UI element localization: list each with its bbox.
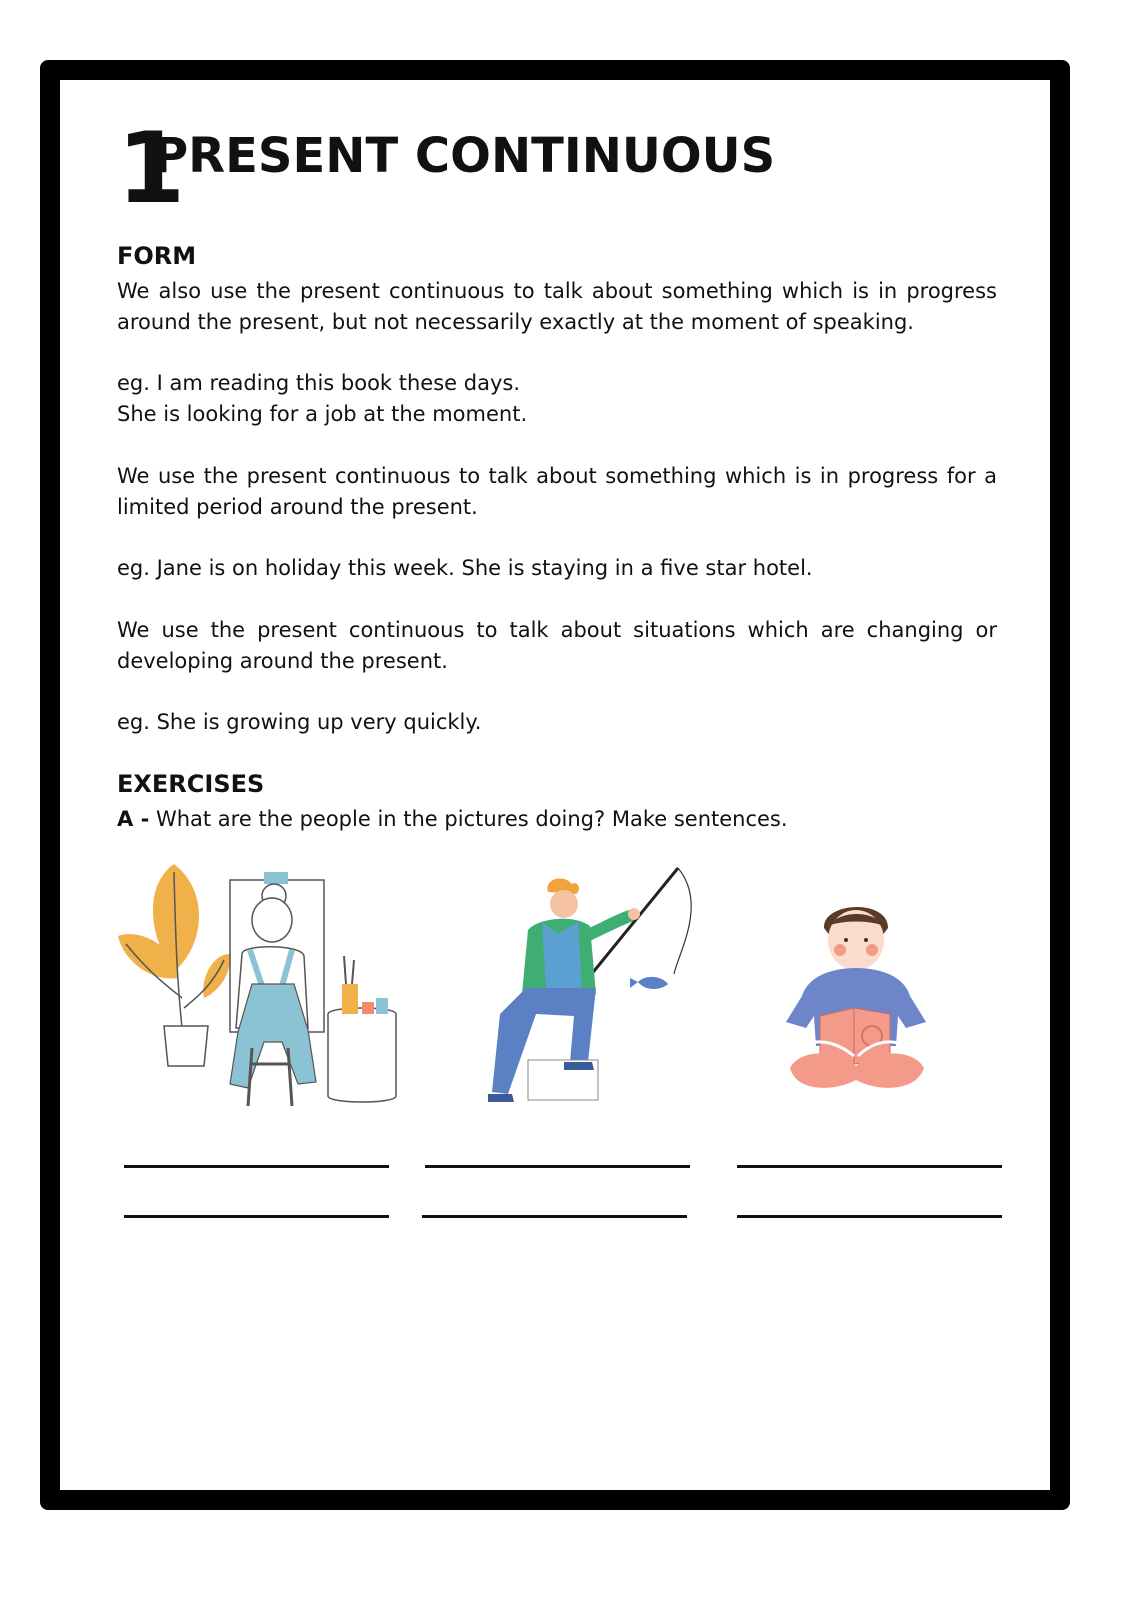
painter-head — [252, 898, 292, 942]
form-paragraph-1: We also use the present continuous to talk about something which is in progress around the present, but not necessarily exactly at the moment of speaking. — [117, 279, 997, 334]
brush-cup — [342, 984, 358, 1014]
boy-eye — [844, 938, 848, 942]
answer-line[interactable] — [425, 1165, 690, 1168]
exercise-a-instruction — [117, 804, 997, 835]
fish-icon — [630, 977, 668, 989]
fisherman-shirt — [542, 922, 582, 990]
painter-illustration — [112, 858, 412, 1110]
answer-line[interactable] — [737, 1215, 1002, 1218]
paint-jar — [362, 1002, 374, 1014]
boy-cheek — [834, 944, 846, 956]
boy-cheek — [866, 944, 878, 956]
boy-eye — [864, 938, 868, 942]
page-title: PRESENT CONTINUOUS — [153, 128, 776, 184]
answer-line[interactable] — [124, 1165, 389, 1168]
fisherman-hand — [628, 908, 640, 920]
side-table — [328, 1008, 396, 1102]
exercise-a-label: A - — [117, 807, 150, 831]
fisherman-illustration — [478, 864, 698, 1106]
chapter-number: 1 — [117, 112, 182, 226]
fisherman-head — [550, 890, 578, 918]
form-example-4: eg. She is growing up very quickly. — [117, 710, 482, 734]
reading-boy-illustration — [782, 896, 930, 1100]
plant-leaf — [203, 954, 230, 998]
paint-jar — [376, 998, 388, 1014]
plant-pot — [164, 1026, 208, 1066]
form-paragraph-2: We use the present continuous to talk about something which is in progress for a limited period around the present. — [117, 464, 997, 519]
form-paragraph-3: We use the present continuous to talk about situations which are changing or developing around the present. — [117, 618, 997, 673]
form-example-2: She is looking for a job at the moment. — [117, 402, 528, 426]
answer-line[interactable] — [124, 1215, 389, 1218]
paint-brushes — [344, 956, 354, 984]
easel-clip — [264, 872, 288, 884]
fishing-line — [674, 868, 691, 974]
form-example-3: eg. Jane is on holiday this week. She is staying in a five star hotel. — [117, 556, 813, 580]
answer-line[interactable] — [737, 1165, 1002, 1168]
form-example-1: eg. I am reading this book these days. — [117, 371, 521, 395]
form-heading: FORM — [117, 242, 197, 270]
exercises-heading: EXERCISES — [117, 770, 265, 798]
answer-line[interactable] — [422, 1215, 687, 1218]
exercise-a-text: What are the people in the pictures doing? Make sentences. — [149, 807, 788, 831]
